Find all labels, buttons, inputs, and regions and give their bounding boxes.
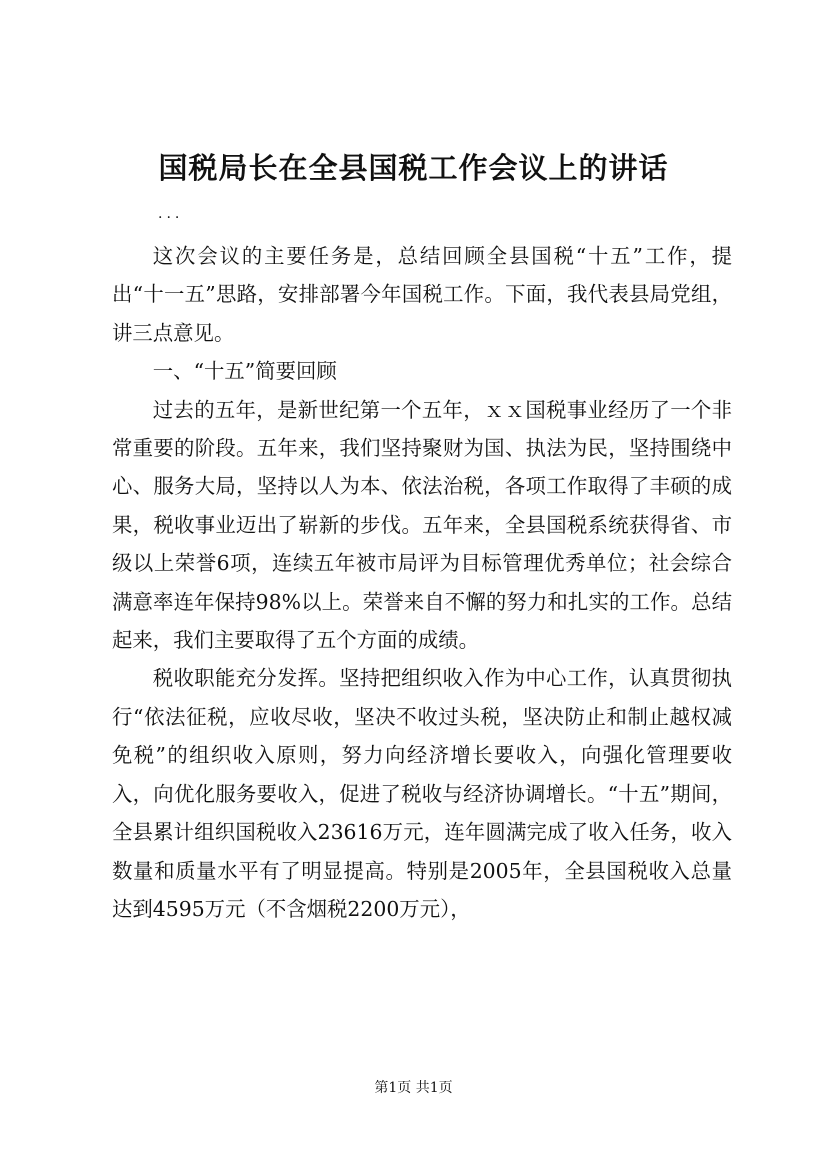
section-heading: 一、“十五”简要回顾 xyxy=(152,359,337,384)
document-title: 国税局长在全县国税工作会议上的讲话 xyxy=(158,151,669,185)
document-body xyxy=(112,237,732,928)
ellipsis-marker: ... xyxy=(158,206,184,222)
paragraph-intro: 这次会议的主要任务是，总结回顾全县国税“十五”工作，提出“十一五”思路，安排部署今年国税工作。下面，我代表县局党组，讲三点意见。 xyxy=(112,244,732,345)
paragraph-review: 过去的五年，是新世纪第一个五年，ｘｘ国税事业经历了一个非常重要的阶段。五年来，我们坚持聚财为国、执法为民，坚持围绕中心、服务大局，坚持以人为本、依法治税，各项工作取得了丰硕的成果，税收事业迈出了崭新的步伐。五年来，全县国税系统获得省、市级以上荣誉6项，连续五年被市局评为目标管理优秀单位；社会综合满意率连年保持98%以上。荣誉来自不懈的努力和扎实的工作。总结起来，我们主要取得了五个方面的成绩。 xyxy=(112,397,732,653)
page-footer: 第1页 共1页 xyxy=(374,1080,453,1096)
paragraph-tax-function: 税收职能充分发挥。坚持把组织收入作为中心工作，认真贯彻执行“依法征税，应收尽收，坚决不收过头税，坚决防止和制止越权减免税”的组织收入原则，努力向经济增长要收入，向强化管理要收入，向优化服务要收入，促进了税收与经济协调增长。“十五”期间，全县累计组织国税收入23616万元，连年圆满完成了收入任务，收入数量和质量水平有了明显提高。特别是2005年，全县国税收入总量达到4595万元（不含烟税2200万元）， xyxy=(112,666,732,921)
